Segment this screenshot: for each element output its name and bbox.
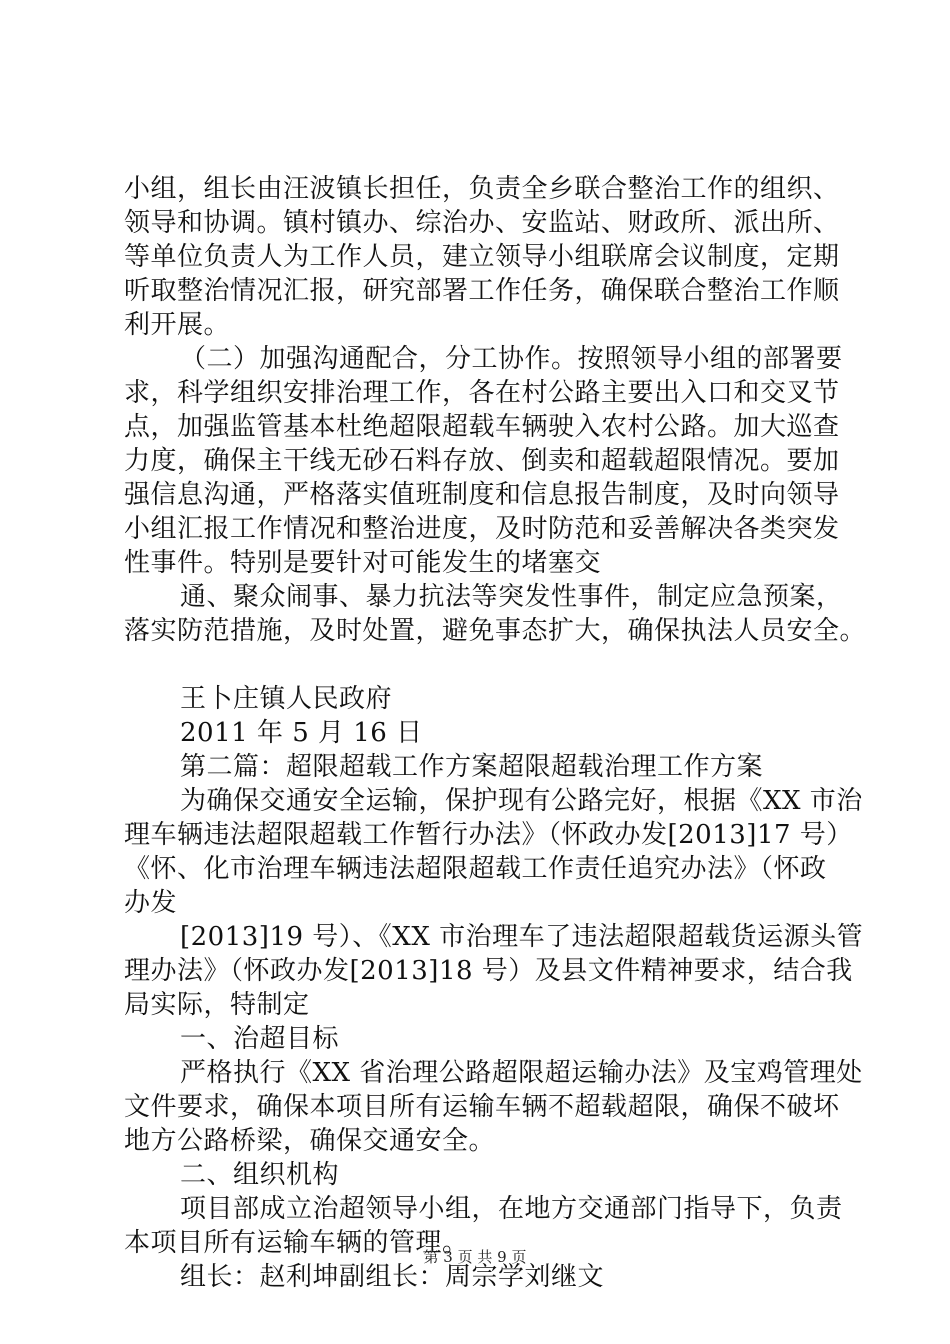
text-line: 办发 <box>124 888 178 918</box>
paragraph-start-line: （二）加强沟通配合，分工协作。按照领导小组的部署要 <box>180 344 843 374</box>
text-line: 小组，组长由汪波镇长担任，负责全乡联合整治工作的组织、 <box>124 174 840 204</box>
section-heading: 第二篇：超限超载工作方案超限超载治理工作方案 <box>180 752 764 782</box>
paragraph-start-line: 组长：赵利坤副组长：周宗学刘继文 <box>180 1262 605 1292</box>
paragraph-start-line: 项目部成立治超领导小组，在地方交通部门指导下，负责 <box>180 1194 843 1224</box>
text-line: 本项目所有运输车辆的管理。 <box>124 1228 469 1258</box>
text-line: 小组汇报工作情况和整治进度，及时防范和妥善解决各类突发 <box>124 514 840 544</box>
text-line: 力度，确保主干线无砂石料存放、倒卖和超载超限情况。要加 <box>124 446 840 476</box>
text-line: 领导和协调。镇村镇办、综治办、安监站、财政所、派出所、 <box>124 208 840 238</box>
subsection-heading: 二、组织机构 <box>180 1160 340 1190</box>
signature-date: 2011 年 5 月 16 日 <box>180 718 423 748</box>
blank-line <box>124 648 844 682</box>
text-line: 等单位负责人为工作人员，建立领导小组联席会议制度，定期 <box>124 242 840 272</box>
text-line: 理车辆违法超限超载工作暂行办法》（怀政办发[2013]17 号） <box>124 820 853 850</box>
text-line: 理办法》（怀政办发[2013]18 号）及县文件精神要求，结合我 <box>124 956 853 986</box>
text-line: 听取整治情况汇报，研究部署工作任务，确保联合整治工作顺 <box>124 276 840 306</box>
text-line: 落实防范措施，及时处置，避免事态扩大，确保执法人员安全。 <box>124 616 867 646</box>
text-line: 利开展。 <box>124 310 231 340</box>
signature-org: 王卜庄镇人民政府 <box>180 684 393 714</box>
paragraph-start-line: 通、聚众闹事、暴力抗法等突发性事件，制定应急预案， <box>180 582 843 612</box>
document-body <box>124 172 867 1294</box>
subsection-heading: 一、治超目标 <box>180 1024 340 1054</box>
text-line: 性事件。特别是要针对可能发生的堵塞交 <box>124 548 602 578</box>
text-line: 地方公路桥梁，确保交通安全。 <box>124 1126 496 1156</box>
page-number-footer: 第 3 页 共 9 页 <box>423 1248 527 1266</box>
text-line: 局实际，特制定 <box>124 990 310 1020</box>
paragraph-start-line: 为确保交通安全运输，保护现有公路完好，根据《XX 市治 <box>180 786 863 816</box>
paragraph-start-line: 严格执行《XX 省治理公路超限超运输办法》及宝鸡管理处 <box>180 1058 863 1088</box>
text-line: 文件要求，确保本项目所有运输车辆不超载超限，确保不破坏 <box>124 1092 840 1122</box>
text-line: 强信息沟通，严格落实值班制度和信息报告制度，及时向领导 <box>124 480 840 510</box>
paragraph-start-line: [2013]19 号）、《XX 市治理车了违法超限超载货运源头管 <box>180 922 864 952</box>
text-line: 点，加强监管基本杜绝超限超载车辆驶入农村公路。加大巡查 <box>124 412 840 442</box>
text-line: 求，科学组织安排治理工作，各在村公路主要出入口和交叉节 <box>124 378 840 408</box>
text-line: 《怀、化市治理车辆违法超限超载工作责任追究办法》（怀政 <box>124 854 827 884</box>
